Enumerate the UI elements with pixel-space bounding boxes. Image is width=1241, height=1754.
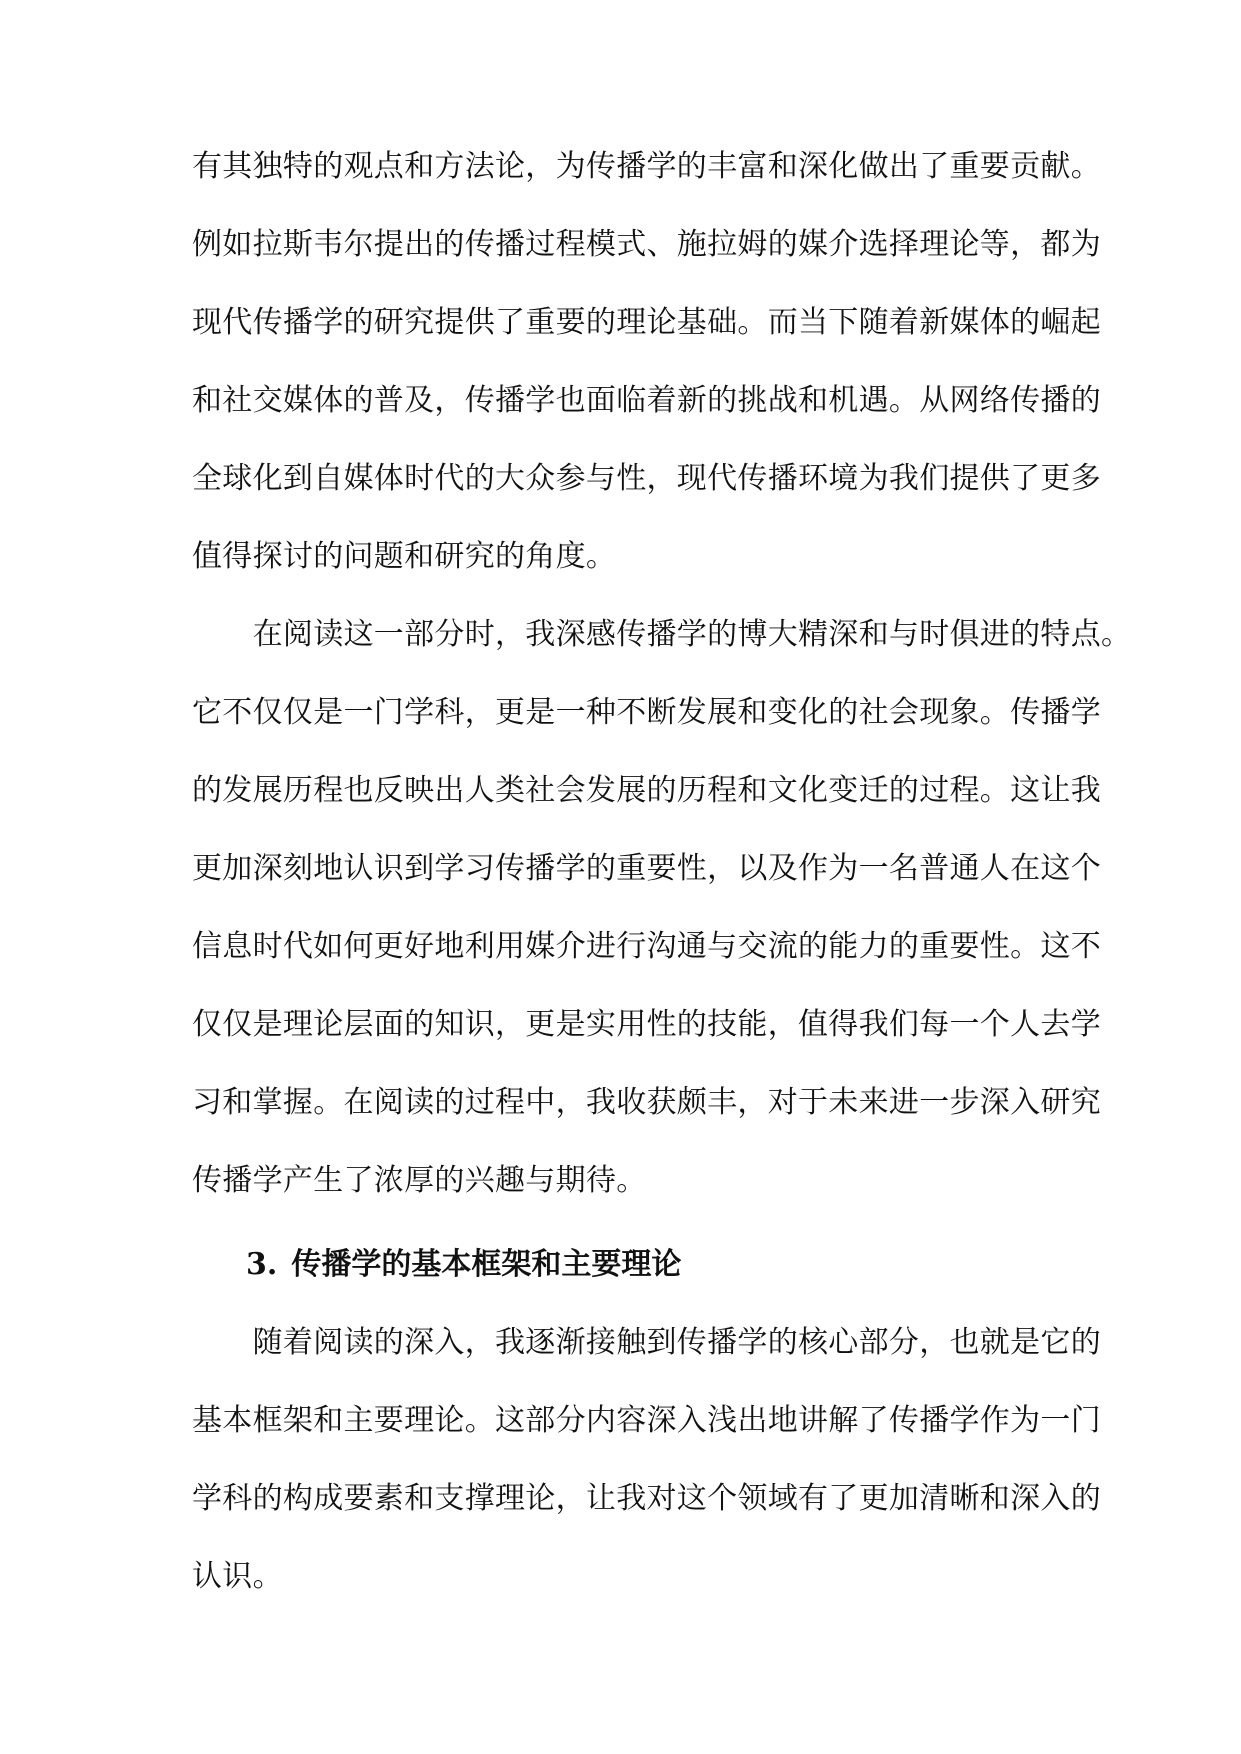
paragraph-1-line-4: 和社交媒体的普及，传播学也面临着新的挑战和机遇。从网络传播的 xyxy=(192,383,1101,418)
paragraph-1-line-6: 值得探讨的问题和研究的角度。 xyxy=(192,539,617,574)
paragraph-2-line-2: 它不仅仅是一门学科，更是一种不断发展和变化的社会现象。传播学 xyxy=(192,695,1101,730)
section-title: 传播学的基本框架和主要理论 xyxy=(291,1247,682,1282)
paragraph-1-line-1: 有其独特的观点和方法论，为传播学的丰富和深化做出了重要贡献。 xyxy=(192,149,1101,184)
paragraph-2-line-5: 信息时代如何更好地利用媒介进行沟通与交流的能力的重要性。这不 xyxy=(192,929,1101,964)
paragraph-3-line-1: 随着阅读的深入，我逐渐接触到传播学的核心部分，也就是它的 xyxy=(192,1325,1101,1360)
section-heading xyxy=(246,1245,681,1285)
paragraph-2-line-8: 传播学产生了浓厚的兴趣与期待。 xyxy=(192,1163,647,1198)
paragraph-1-line-3: 现代传播学的研究提供了重要的理论基础。而当下随着新媒体的崛起 xyxy=(192,305,1101,340)
paragraph-1-line-2: 例如拉斯韦尔提出的传播过程模式、施拉姆的媒介选择理论等，都为 xyxy=(192,227,1101,262)
paragraph-2-line-6: 仅仅是理论层面的知识，更是实用性的技能，值得我们每一个人去学 xyxy=(192,1007,1101,1042)
section-number: 3. xyxy=(246,1247,278,1282)
paragraph-1-line-5: 全球化到自媒体时代的大众参与性，现代传播环境为我们提供了更多 xyxy=(192,461,1101,496)
paragraph-3-line-3: 学科的构成要素和支撑理论，让我对这个领域有了更加清晰和深入的 xyxy=(192,1481,1101,1516)
paragraph-3-line-4: 认识。 xyxy=(192,1559,283,1594)
paragraph-3-line-2: 基本框架和主要理论。这部分内容深入浅出地讲解了传播学作为一门 xyxy=(192,1403,1101,1438)
paragraph-2-line-4: 更加深刻地认识到学习传播学的重要性，以及作为一名普通人在这个 xyxy=(192,851,1101,886)
paragraph-2-line-3: 的发展历程也反映出人类社会发展的历程和文化变迁的过程。这让我 xyxy=(192,773,1101,808)
paragraph-2-line-7: 习和掌握。在阅读的过程中，我收获颇丰，对于未来进一步深入研究 xyxy=(192,1085,1101,1120)
paragraph-2-line-1: 在阅读这一部分时，我深感传播学的博大精深和与时俱进的特点。 xyxy=(192,617,1132,652)
